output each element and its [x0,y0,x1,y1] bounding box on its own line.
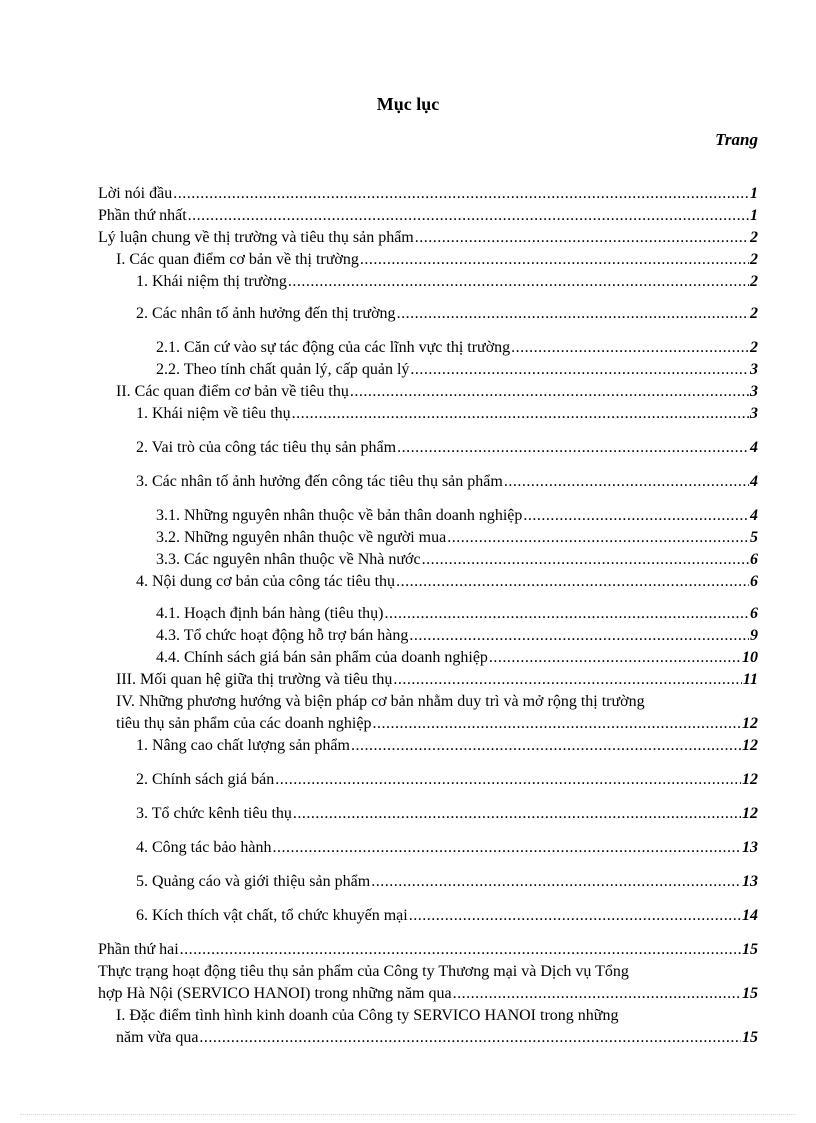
toc-entry: năm vừa qua ..... 15 [116,1028,758,1048]
toc-entry: 5. Quảng cáo và giới thiệu sản phẩm ..... 13 [136,872,758,892]
toc-entry-wrapped-line: Thực trạng hoạt động tiêu thụ sản phẩm của Công ty Thương mại và Dịch vụ Tổng [98,963,629,980]
toc-entry: 3.2. Những nguyên nhân thuộc về người mua ..... 5 [156,528,758,548]
toc-entry: 3. Tổ chức kênh tiêu thụ ..... 12 [136,804,758,824]
toc-entry: 3.3. Các nguyên nhân thuộc về Nhà nước ..... 6 [156,550,758,570]
toc-entry: hợp Hà Nội (SERVICO HANOI) trong những năm qua ..... 15 [98,984,758,1004]
toc-entry: tiêu thụ sản phẩm của các doanh nghiệp ..... 12 [116,714,758,734]
page-bottom-divider [20,1114,796,1115]
toc-entry: 6. Kích thích vật chất, tổ chức khuyến mại ..... 14 [136,906,758,926]
toc-entry: I. Các quan điểm cơ bản về thị trường ..... 2 [116,250,758,270]
page-title: Mục lục [376,94,440,114]
toc-entry: Phần thứ nhất ..... 1 [98,206,758,226]
toc-entry: 1. Khái niệm về tiêu thụ ..... 3 [136,404,758,424]
toc-entry: 2.2. Theo tính chất quản lý, cấp quản lý ..... 3 [156,360,758,380]
toc-entry: 4.4. Chính sách giá bán sản phẩm của doanh nghiệp ..... 10 [156,648,758,668]
toc-entry: 2. Vai trò của công tác tiêu thụ sản phẩm ..... 4 [136,438,758,458]
toc-entry: III. Mối quan hệ giữa thị trường và tiêu thụ ..... 11 [116,670,758,690]
toc-entry: Lý luận chung về thị trường và tiêu thụ sản phẩm ..... 2 [98,228,758,248]
toc-entry: 3.1. Những nguyên nhân thuộc về bản thân doanh nghiệp ..... 4 [156,506,758,526]
toc-entry: 2.1. Căn cứ vào sự tác động của các lĩnh vực thị trường ..... 2 [156,338,758,358]
toc-entry: 4.3. Tổ chức hoạt động hỗ trợ bán hàng ..... 9 [156,626,758,646]
toc-entry-wrapped-line: IV. Những phương hướng và biện pháp cơ bản nhằm duy trì và mở rộng thị trường [116,693,645,710]
toc-entry: 4. Nội dung cơ bản của công tác tiêu thụ ..... 6 [136,572,758,592]
toc-entry: Lời nói đầu ..... 1 [98,184,758,204]
toc-entry: 3. Các nhân tố ảnh hưởng đến công tác tiêu thụ sản phẩm ..... 4 [136,472,758,492]
toc-entry: 1. Khái niệm thị trường ..... 2 [136,272,758,292]
toc-entry: 4.1. Hoạch định bán hàng (tiêu thụ) ..... 6 [156,604,758,624]
toc-entry: 4. Công tác bảo hành ..... 13 [136,838,758,858]
toc-entry: 2. Các nhân tố ảnh hưởng đến thị trường ..... 2 [136,304,758,324]
toc-entry: Phần thứ hai ..... 15 [98,940,758,960]
toc-entry: II. Các quan điểm cơ bản về tiêu thụ ..... 3 [116,382,758,402]
toc-entry-wrapped-line: I. Đặc điểm tình hình kinh doanh của Công ty SERVICO HANOI trong những [116,1007,619,1024]
page-column-label: Trang [715,130,758,149]
toc-entry: 2. Chính sách giá bán ..... 12 [136,770,758,790]
toc-entry: 1. Nâng cao chất lượng sản phẩm ..... 12 [136,736,758,756]
